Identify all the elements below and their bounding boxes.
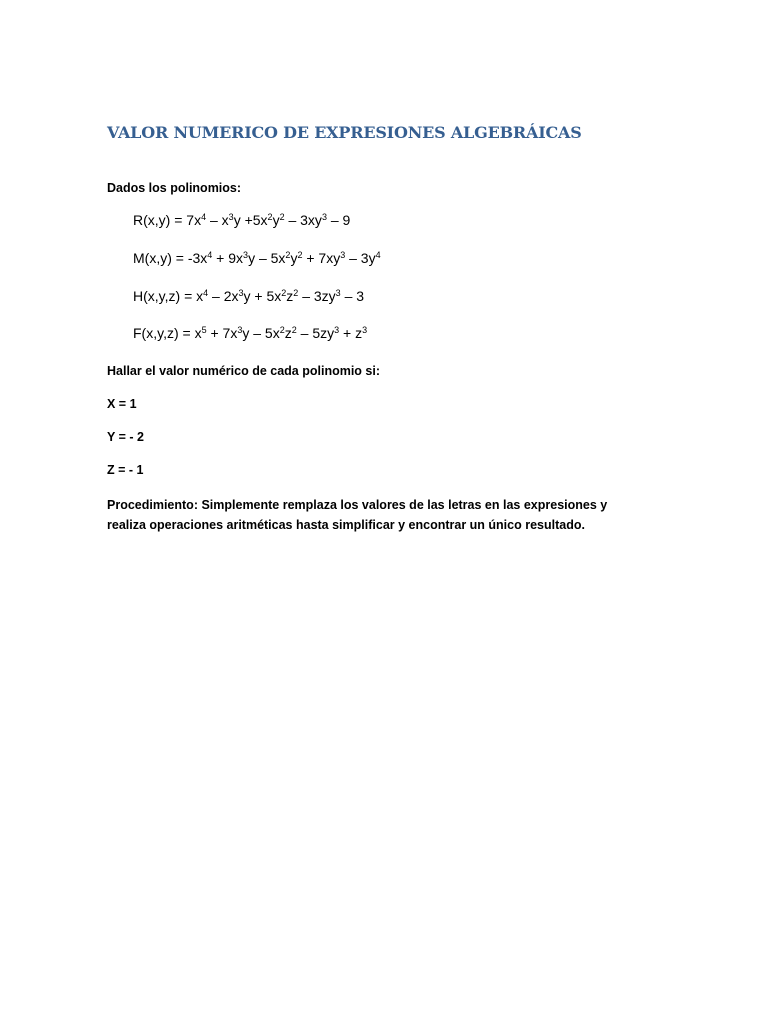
formula-exponent: 4: [207, 250, 213, 260]
formula-exponent: 3: [243, 250, 249, 260]
formula-exponent: 3: [334, 325, 340, 335]
formula-text-part: y – 5x: [242, 325, 280, 341]
formula-exponent: 3: [340, 250, 346, 260]
formula-text-part: – 3xy: [284, 212, 322, 228]
formula-text-part: H(x,y,z) = x: [133, 288, 204, 304]
formula-exponent: 2: [279, 212, 285, 222]
formula-text-part: + 7xy: [302, 250, 341, 266]
formula-exponent: 5: [201, 325, 207, 335]
formula-text-part: z: [284, 325, 292, 341]
formula-text-part: R(x,y) = 7x: [133, 212, 202, 228]
formula-h: [133, 288, 364, 304]
value-x: X = 1: [107, 397, 137, 411]
formula-text-part: – x: [206, 212, 229, 228]
formula-exponent: 2: [285, 250, 291, 260]
formula-text-part: F(x,y,z) = x: [133, 325, 202, 341]
formula-exponent: 4: [201, 212, 207, 222]
task-text: Hallar el valor numérico de cada polinomio si:: [107, 364, 380, 378]
formula-exponent: 4: [375, 250, 381, 260]
formula-text-part: M(x,y) = -3x: [133, 250, 208, 266]
formula-text-part: – 2x: [208, 288, 239, 304]
formula-f: [133, 325, 367, 341]
formula-m: [133, 250, 381, 266]
formula-text-part: y: [272, 212, 280, 228]
formula-text-part: + 9x: [212, 250, 244, 266]
formula-exponent: 2: [281, 288, 287, 298]
formula-text-part: + 7x: [206, 325, 238, 341]
formula-exponent: 3: [362, 325, 368, 335]
formula-text-part: – 5zy: [296, 325, 335, 341]
formula-text-part: – 3zy: [298, 288, 336, 304]
formula-exponent: 2: [293, 288, 299, 298]
formula-exponent: 3: [238, 288, 244, 298]
formula-exponent: 4: [203, 288, 209, 298]
formula-exponent: 2: [279, 325, 285, 335]
formula-exponent: 3: [228, 212, 234, 222]
formula-exponent: 3: [335, 288, 341, 298]
value-z: Z = - 1: [107, 463, 144, 477]
intro-text: Dados los polinomios:: [107, 181, 242, 195]
formula-text-part: – 3y: [345, 250, 376, 266]
formula-text-part: y: [290, 250, 298, 266]
formula-exponent: 2: [297, 250, 303, 260]
formula-text-part: z: [286, 288, 294, 304]
formula-text-part: + z: [339, 325, 363, 341]
procedure-text: Procedimiento: Simplemente remplaza los valores de las letras en las expresiones y realiza operaciones aritméticas hasta simplificar y encontrar un único resultado.: [107, 498, 608, 532]
formula-exponent: 3: [321, 212, 327, 222]
formula-text-part: y +5x: [233, 212, 268, 228]
formula-exponent: 2: [267, 212, 273, 222]
formula-exponent: 3: [237, 325, 243, 335]
formula-text-part: y – 5x: [248, 250, 286, 266]
formula-r: [133, 212, 350, 228]
formula-text-part: – 9: [326, 212, 351, 228]
value-y: Y = - 2: [107, 430, 144, 444]
formula-exponent: 2: [291, 325, 297, 335]
document-title: VALOR NUMERICO DE EXPRESIONES ALGEBRÁICAS: [107, 123, 582, 142]
formula-text-part: y + 5x: [243, 288, 282, 304]
formula-text-part: – 3: [340, 288, 365, 304]
